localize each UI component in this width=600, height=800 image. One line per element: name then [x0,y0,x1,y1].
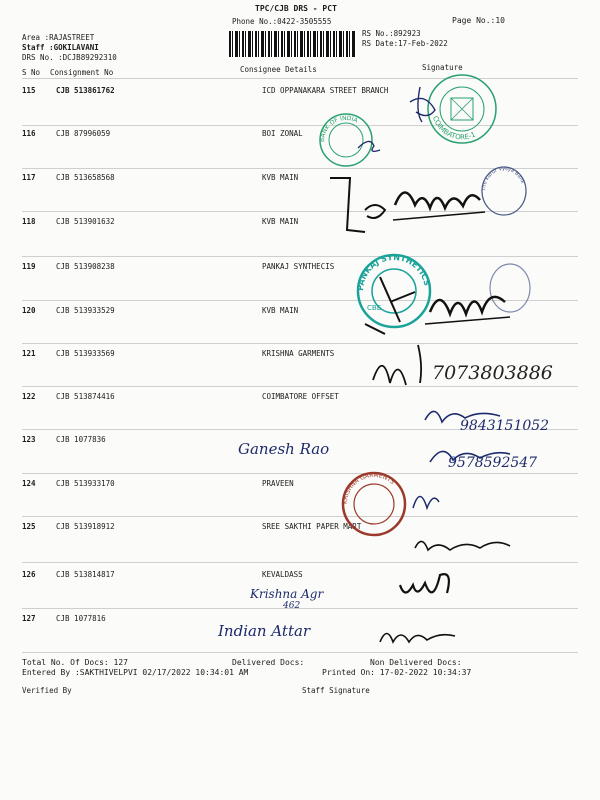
row-consignment: CJB 1077836 [56,435,106,444]
handwritten-phone-123: 9578592547 [448,455,538,471]
row-divider [22,343,578,344]
signature-117-118 [315,170,495,245]
row-consignee: PRAVEEN [262,479,294,488]
page-number: Page No.:10 [452,16,505,25]
row-consignment: CJB 87996059 [56,129,111,138]
pankaj-stamp-city: CBE [367,304,382,312]
row-consignee: KVB MAIN [262,217,299,226]
row-divider [22,562,578,563]
staff-signature: Staff Signature [302,686,370,695]
row-divider [22,516,578,517]
table-row [0,86,600,134]
signature-116 [350,130,390,160]
row-consignment: CJB 1077816 [56,614,106,623]
row-divider [22,473,578,474]
row-divider [22,386,578,387]
row-consignment: CJB 513901632 [56,217,115,226]
row-sno: 122 [22,392,36,401]
row-sno: 119 [22,262,36,271]
signature-119-120 [360,262,520,342]
row-consignee: KVB MAIN [262,306,299,315]
row-consignment: CJB 513933529 [56,306,115,315]
rs-date: RS Date:17-Feb-2022 [362,39,448,48]
bank-stamp-left-text: BANK OF INDIA [318,114,359,143]
handwritten-phone-121: 7073803886 [432,362,553,384]
signature-127 [375,620,465,650]
row-sno: 126 [22,570,36,579]
row-sno: 116 [22,129,36,138]
pankaj-stamp-text: PANKAJ SYNTHETICS [355,252,432,292]
row-sno: 125 [22,522,36,531]
col-header-signature: Signature [422,63,463,72]
col-header-consignee: Consignee Details [240,65,317,74]
signature-126 [395,565,465,610]
handwritten-name-126: Krishna Agr [250,587,324,601]
row-sno: 118 [22,217,36,226]
row-consignment: CJB 513658568 [56,173,115,182]
krishna-stamp-text: KRISHNA GARMENTS [341,471,396,505]
row-consignment: CJB 513874416 [56,392,115,401]
row-consignee: KVB MAIN [262,173,299,182]
area-label: Area :RAJASTREET [22,33,95,42]
signature-125 [410,530,520,560]
col-header-consignment: Consignment No [50,68,114,77]
document-title: TPC/CJB DRS - PCT [255,4,337,13]
row-sno: 123 [22,435,36,444]
row-sno: 121 [22,349,36,358]
delivered-docs: Delivered Docs: [232,658,305,667]
row-consignment: CJB 513814817 [56,570,115,579]
row-consignment: CJB 513933569 [56,349,115,358]
col-header-sno: S No [22,68,41,77]
rs-number: RS No.:892923 [362,29,421,38]
total-docs: Total No. Of Docs: 127 [22,658,128,667]
row-divider [22,256,578,257]
non-delivered-docs: Non Delivered Docs: [370,658,462,667]
row-consignee: ICD OPPANAKARA STREET BRANCH [262,86,389,95]
row-sno: 117 [22,173,36,182]
signature-115 [350,82,440,127]
row-consignee: KEVALDASS [262,570,303,579]
row-consignee: KRISHNA GARMENTS [262,349,335,358]
row-consignment: CJB 513861762 [56,86,115,95]
row-sno: 127 [22,614,36,623]
bank-stamp-right-text: COIMBATORE-1 [431,114,477,142]
row-sno: 124 [22,479,36,488]
row-consignee: PANKAJ SYNTHECIS [262,262,335,271]
drs-number: DRS No. :DCJB89292310 [22,53,117,62]
entered-by: Entered By :SAKTHIVELPVI 02/17/2022 10:34:01 AM [22,668,249,677]
table-row [0,479,600,527]
staff-label: Staff :GOKILAVANI [22,43,99,52]
row-consignee: SREE SAKTHI PAPER MART [262,522,362,531]
krishna-stamp [340,470,408,538]
row-divider [22,652,578,653]
row-consignment: CJB 513933170 [56,479,115,488]
handwritten-name-123: Ganesh Rao [238,440,330,458]
row-consignee: COIMBATORE OFFSET [262,392,339,401]
signature-121 [368,335,438,390]
svg-text:KRISHNA GARMENTS [342,472,396,504]
row-consignee: BOI ZONAL [262,129,303,138]
row-sno: 115 [22,86,36,95]
barcode [229,31,356,57]
kvb-stamp-text: The Karur Vysya Bank [480,165,526,192]
row-consignment: CJB 513908238 [56,262,115,271]
row-sno: 120 [22,306,36,315]
phone-number: Phone No.:0422-3505555 [232,17,332,26]
handwritten-name-127: Indian Attar [218,622,311,640]
signature-124 [405,480,445,520]
handwritten-number-126: 462 [283,601,301,611]
table-row [0,217,600,265]
verified-by: Verified By [22,686,72,695]
printed-on: Printed On: 17-02-2022 10:34:37 [322,668,472,677]
handwritten-phone-122: 9843151052 [460,418,550,434]
row-consignment: CJB 513918912 [56,522,115,531]
